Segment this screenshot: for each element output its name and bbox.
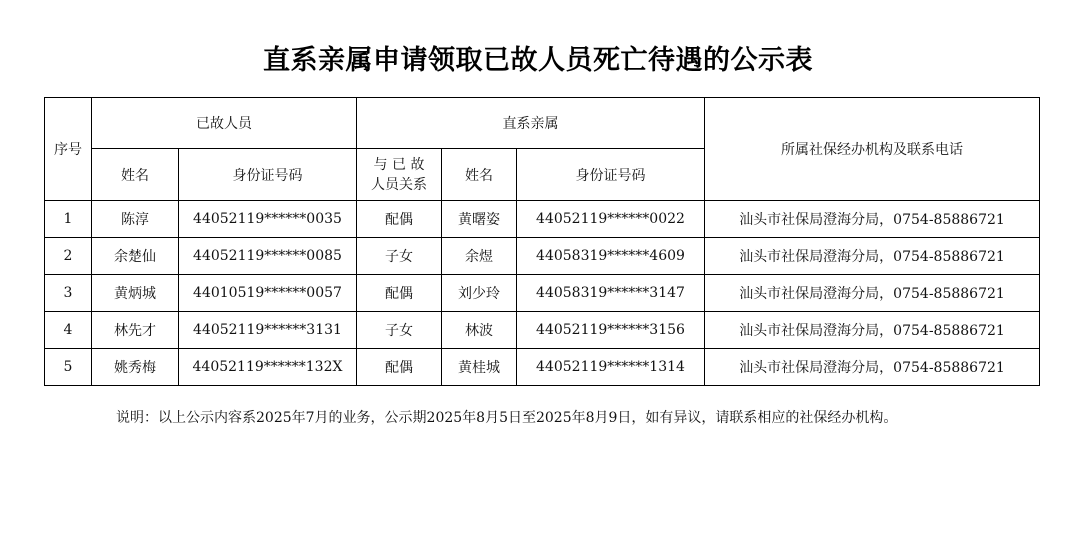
cell-relation: 配偶 (357, 201, 442, 238)
cell-relative-name: 黄曙姿 (442, 201, 517, 238)
cell-deceased-id: 44010519******0057 (179, 275, 357, 312)
cell-seq: 2 (45, 238, 92, 275)
notice-table (44, 97, 1040, 386)
header-deceased-id: 身份证号码 (179, 149, 357, 201)
table-row (45, 349, 1040, 386)
cell-relative-name: 黄桂城 (442, 349, 517, 386)
cell-relative-id: 44058319******3147 (517, 275, 705, 312)
cell-deceased-id: 44052119******0085 (179, 238, 357, 275)
cell-agency: 汕头市社保局澄海分局，0754-85886721 (705, 238, 1040, 275)
cell-relative-name: 刘少玲 (442, 275, 517, 312)
header-relation (357, 149, 442, 201)
header-deceased-group: 已故人员 (92, 98, 357, 149)
header-deceased-name: 姓名 (92, 149, 179, 201)
cell-agency: 汕头市社保局澄海分局，0754-85886721 (705, 275, 1040, 312)
footnote: 说明：以上公示内容系2025年7月的业务，公示期2025年8月5日至2025年8月9日，如有异议，请联系相应的社保经办机构。 (116, 410, 898, 426)
cell-relative-id: 44052119******1314 (517, 349, 705, 386)
cell-relation: 配偶 (357, 349, 442, 386)
header-relation-line1: 与 已 故 (373, 156, 425, 173)
cell-relative-name: 余煜 (442, 238, 517, 275)
cell-relation: 子女 (357, 238, 442, 275)
header-row-top (45, 98, 1040, 149)
cell-relative-id: 44052119******3156 (517, 312, 705, 349)
cell-deceased-name: 林先才 (92, 312, 179, 349)
cell-seq: 4 (45, 312, 92, 349)
table-row (45, 238, 1040, 275)
cell-seq: 5 (45, 349, 92, 386)
cell-relation: 配偶 (357, 275, 442, 312)
cell-agency: 汕头市社保局澄海分局，0754-85886721 (705, 312, 1040, 349)
page-title: 直系亲属申请领取已故人员死亡待遇的公示表 (263, 45, 813, 76)
cell-deceased-name: 姚秀梅 (92, 349, 179, 386)
cell-relative-id: 44058319******4609 (517, 238, 705, 275)
cell-relative-name: 林波 (442, 312, 517, 349)
table-row (45, 312, 1040, 349)
cell-seq: 1 (45, 201, 92, 238)
cell-deceased-name: 余楚仙 (92, 238, 179, 275)
cell-agency: 汕头市社保局澄海分局，0754-85886721 (705, 349, 1040, 386)
header-agency: 所属社保经办机构及联系电话 (705, 98, 1040, 201)
cell-deceased-id: 44052119******132X (179, 349, 357, 386)
cell-deceased-id: 44052119******0035 (179, 201, 357, 238)
cell-seq: 3 (45, 275, 92, 312)
cell-relation: 子女 (357, 312, 442, 349)
table-row (45, 275, 1040, 312)
header-seq: 序号 (45, 98, 92, 201)
header-relatives-group: 直系亲属 (357, 98, 705, 149)
cell-relative-id: 44052119******0022 (517, 201, 705, 238)
table-row (45, 201, 1040, 238)
header-relative-id: 身份证号码 (517, 149, 705, 201)
header-relative-name: 姓名 (442, 149, 517, 201)
cell-deceased-name: 陈淳 (92, 201, 179, 238)
header-relation-line2: 人员关系 (371, 176, 427, 193)
cell-deceased-name: 黄炳城 (92, 275, 179, 312)
cell-agency: 汕头市社保局澄海分局，0754-85886721 (705, 201, 1040, 238)
cell-deceased-id: 44052119******3131 (179, 312, 357, 349)
